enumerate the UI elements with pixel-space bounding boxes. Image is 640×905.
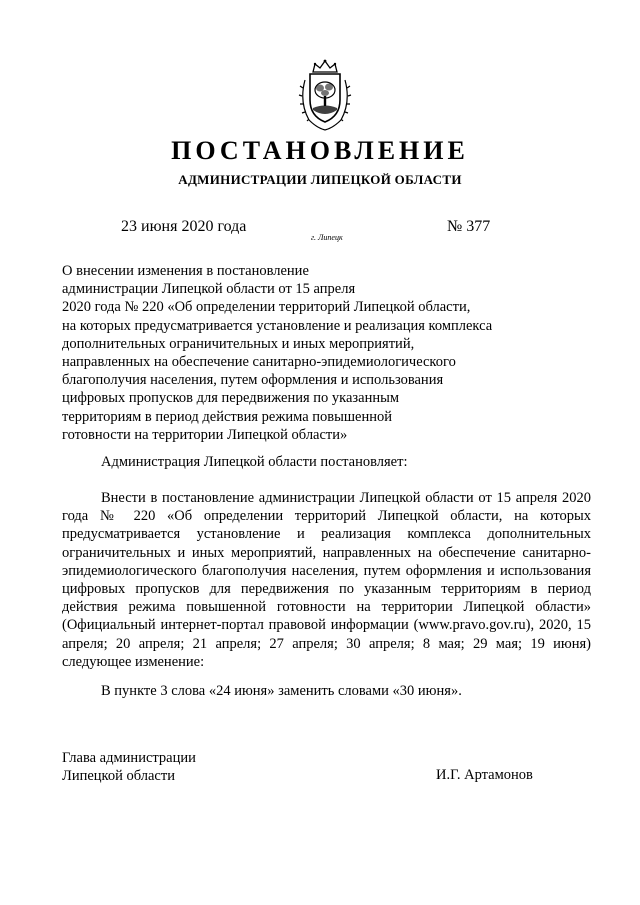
subject-line: 2020 года № 220 «Об определении территорий Липецкой области, <box>62 299 471 316</box>
issuing-authority: АДМИНИСТРАЦИИ ЛИПЕЦКОЙ ОБЛАСТИ <box>178 172 462 187</box>
subject-line: благополучия населения, путем оформления и использования <box>62 372 444 389</box>
signer-title-line: Липецкой области <box>62 768 175 785</box>
signer-title-line: Глава администрации <box>62 750 196 766</box>
resolution-body: Внести в постановление администрации Липецкой области от 15 апреля 2020 года № 220 «Об определении территорий Липецкой области, на которых предусматривается установление и реализация комплекса дополнительных ограничительных и иных мероприятий, направленных на обеспечение санитарно-эпидемиологического благополучия населения, путем оформления и использования цифровых пропусков для передвижения по указанным территориям в период действия режима повышенной готовности на территории Липецкой области» (Официальный интернет-портал правовой информации (www.pravo.gov.ru), 2020, 15 апреля; 20 апреля; 21 апреля; 27 апреля; 30 апреля; 8 мая; 29 мая; 19 июня) следующее изменение: <box>62 490 591 670</box>
subject-line: территориям в период действия режима повышенной <box>62 408 392 425</box>
document-title: ПОСТАНОВЛЕНИЕ <box>171 136 469 165</box>
document-subject <box>62 262 532 444</box>
preamble: Администрация Липецкой области постановляет: <box>101 454 408 470</box>
signer-name: И.Г. Артамонов <box>436 767 533 783</box>
document-city: г. Липецк <box>311 233 343 242</box>
coat-of-arms-icon <box>295 58 355 132</box>
subject-line: дополнительных ограничительных и иных мероприятий, <box>62 335 415 352</box>
amendment-text: В пункте 3 слова «24 июня» заменить словами «30 июня». <box>101 683 462 699</box>
document-number: № 377 <box>447 218 491 235</box>
document-date: 23 июня 2020 года <box>121 218 247 235</box>
subject-line: направленных на обеспечение санитарно-эпидемиологического <box>62 354 456 371</box>
signer-title <box>62 749 196 785</box>
subject-line: на которых предусматривается установление и реализация комплекса <box>62 317 493 334</box>
subject-line: готовности на территории Липецкой области» <box>62 426 348 443</box>
subject-line: администрации Липецкой области от 15 апреля <box>62 281 356 298</box>
subject-line: цифровых пропусков для передвижения по указанным <box>62 390 400 407</box>
subject-line: О внесении изменения в постановление <box>62 263 309 279</box>
